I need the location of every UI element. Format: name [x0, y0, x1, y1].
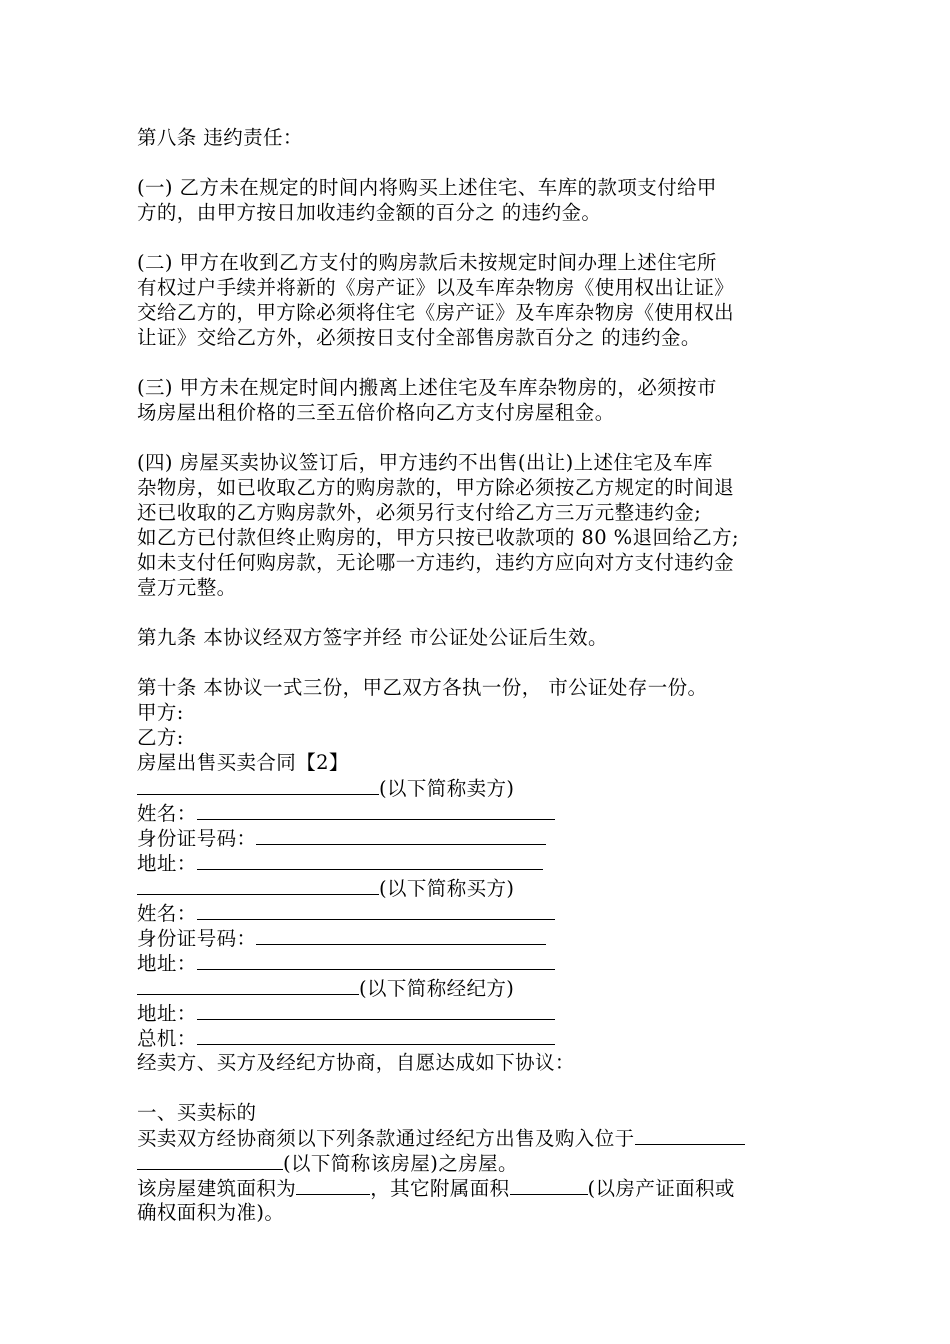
property-location-blank-2 [137, 1150, 283, 1170]
article10: 第十条 本协议一式三份，甲乙双方各执一份， 市公证处存一份。 [137, 676, 708, 699]
buyer-address-row [137, 950, 555, 976]
section1-line1-text: 买卖双方经协商须以下列条款通过经纪方出售及购入位于 [137, 1127, 635, 1150]
buyer-id-blank [256, 925, 546, 945]
buyer-id-label: 身份证号码： [137, 927, 257, 950]
article8-p4-line5: 如未支付任何购房款，无论哪一方违约，违约方应向对方支付违约金 [137, 551, 735, 574]
article8-p4-line4: 如乙方已付款但终止购房的，甲方只按已收款项的 80 %退回给乙方; [137, 526, 740, 549]
section1-line3-a: 该房屋建筑面积为 [137, 1177, 297, 1200]
buyer-address-blank [197, 950, 555, 970]
article8-p2-line1: (二) 甲方在收到乙方支付的购房款后未按规定时间办理上述住宅所 [137, 251, 717, 274]
section1-line3-b: ，其它附属面积 [370, 1177, 510, 1200]
article8-p1-line2: 方的，由甲方按日加收违约金额的百分之 的违约金。 [137, 201, 602, 224]
agent-switchboard-label: 总机： [137, 1027, 197, 1050]
article8-p3-line2: 场房屋出租价格的三至五倍价格向乙方支付房屋租金。 [137, 401, 615, 424]
seller-suffix: (以下简称卖方) [379, 777, 515, 800]
seller-id-row [137, 825, 546, 851]
seller-name-row [137, 800, 555, 826]
agent-blank [137, 975, 359, 995]
seller-address-row [137, 850, 543, 876]
article8-heading: 第八条 违约责任： [137, 126, 303, 149]
agent-address-row [137, 1000, 555, 1026]
section1-heading: 一、买卖标的 [137, 1101, 257, 1124]
seller-name-label: 姓名： [137, 802, 197, 825]
buyer-name-blank [197, 900, 555, 920]
article8-p4-line1: (四) 房屋买卖协议签订后，甲方违约不出售(出让)上述住宅及车库 [137, 451, 713, 474]
article9: 第九条 本协议经双方签字并经 市公证处公证后生效。 [137, 626, 608, 649]
buyer-address-label: 地址： [137, 952, 197, 975]
buyer-name-label: 姓名： [137, 902, 197, 925]
party-b-label: 乙方: [137, 726, 184, 749]
section1-line2 [137, 1150, 518, 1176]
article8-p3-line1: (三) 甲方未在规定时间内搬离上述住宅及车库杂物房的，必须按市 [137, 376, 717, 399]
seller-name-blank [197, 800, 555, 820]
agent-address-label: 地址： [137, 1002, 197, 1025]
seller-blank [137, 775, 379, 795]
buyer-suffix: (以下简称买方) [379, 877, 515, 900]
party-a-label: 甲方: [137, 701, 184, 724]
building-area-blank [296, 1175, 370, 1195]
agent-suffix: (以下简称经纪方) [359, 977, 515, 1000]
buyer-id-row [137, 925, 546, 951]
property-location-blank [635, 1125, 745, 1145]
agent-switchboard-blank [197, 1025, 555, 1045]
section1-line1 [137, 1125, 745, 1151]
section1-line3 [137, 1175, 735, 1201]
agent-row [137, 975, 514, 1001]
article8-p2-line2: 有权过户手续并将新的《房产证》以及车库杂物房《使用权出让证》 [137, 276, 735, 299]
section1-line4: 确权面积为准)。 [137, 1201, 285, 1224]
buyer-name-row [137, 900, 555, 926]
seller-row [137, 775, 514, 801]
agent-address-blank [197, 1000, 555, 1020]
seller-id-label: 身份证号码： [137, 827, 257, 850]
article8-p1-line1: (一) 乙方未在规定的时间内将购买上述住宅、车库的款项支付给甲 [137, 176, 717, 199]
section1-line2-suffix: (以下简称该房屋)之房屋。 [283, 1152, 518, 1175]
article8-p2-line3: 交给乙方的，甲方除必须将住宅《房产证》及车库杂物房《使用权出 [137, 301, 735, 324]
article8-p4-line6: 壹万元整。 [137, 576, 237, 599]
article8-p4-line3: 还已收取的乙方购房款外，必须另行支付给乙方三万元整违约金; [137, 501, 702, 524]
seller-id-blank [256, 825, 546, 845]
article8-p2-line4: 让证》交给乙方外，必须按日支付全部售房款百分之 的违约金。 [137, 326, 701, 349]
article8-p4-line2: 杂物房，如已收取乙方的购房款的，甲方除必须按乙方规定的时间退 [137, 476, 735, 499]
buyer-blank [137, 875, 379, 895]
ancillary-area-blank [510, 1175, 588, 1195]
section1-line3-c: (以房产证面积或 [587, 1177, 735, 1200]
seller-address-blank [197, 850, 543, 870]
negotiation-text: 经卖方、买方及经纪方协商，自愿达成如下协议： [137, 1051, 575, 1074]
buyer-row [137, 875, 514, 901]
seller-address-label: 地址： [137, 852, 197, 875]
agent-switchboard-row [137, 1025, 555, 1051]
contract2-title: 房屋出售买卖合同【2】 [137, 751, 349, 774]
